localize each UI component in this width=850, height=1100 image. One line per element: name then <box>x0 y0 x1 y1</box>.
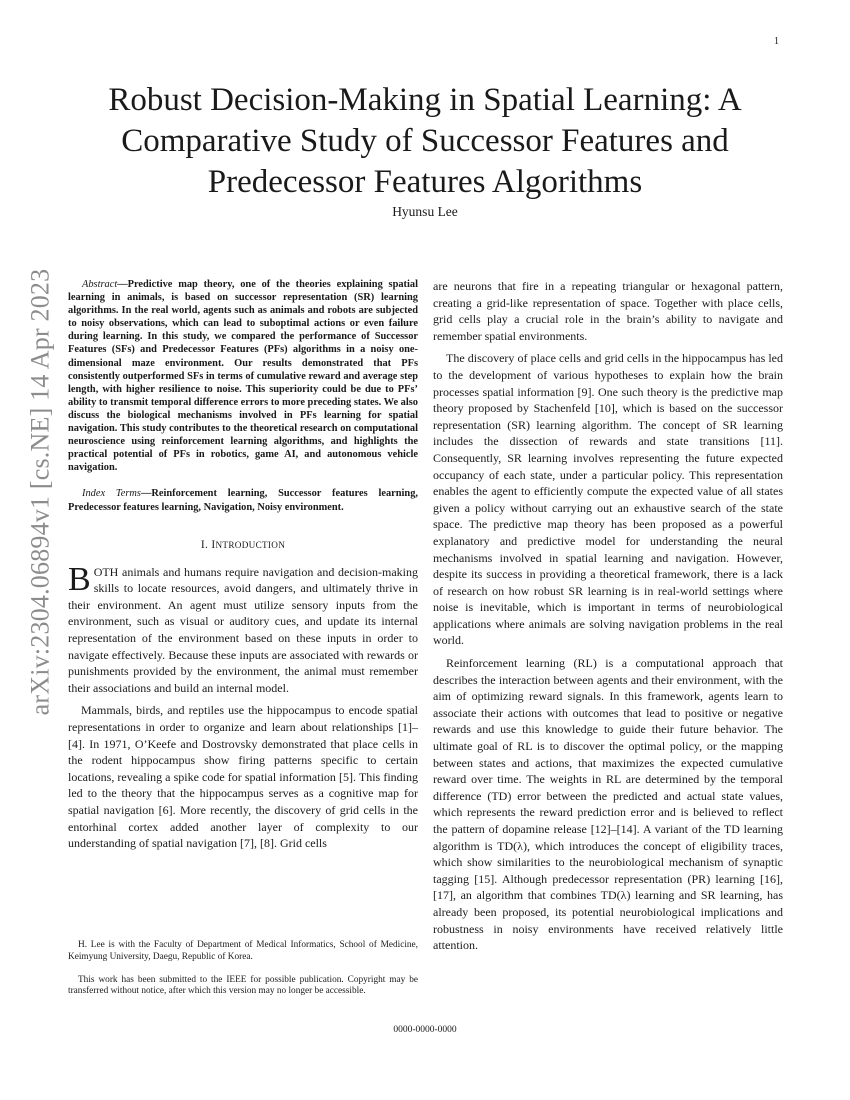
section-title-rest: NTRODUCTION <box>215 539 286 550</box>
drop-cap: B <box>68 560 91 598</box>
footnote-submission: This work has been submitted to the IEEE for possible publication. Copyright may be transferred without notice, after which this version may no longer be accessible. <box>68 974 418 997</box>
intro-paragraph-2-continued: are neurons that fire in a repeating triangular or hexagonal pattern, creating a grid-like representation of space. Together with place cells, grid cells play a crucial role in the brain’s ability to navigate and remember spatial environments. <box>433 279 783 343</box>
section-heading-introduction <box>68 538 418 552</box>
footer-identifier: 0000-0000-0000 <box>393 1025 457 1035</box>
intro-paragraph-3: The discovery of place cells and grid cells in the hippocampus has led to the development of various hypotheses to explain how the brain processes spatial information [9]. One such theory is the predictive map theory proposed by Stachenfeld [10], which is based on the successor representation (SR) learning algorithm. The concept of SR learning includes the dissection of rewards and state transitions [11]. Consequently, SR learning involves representing the future expected occupancy of each state, under a particular policy. This representation enables the agent to efficiently compute the expected value of all states given a policy without carrying out an exhaustive search of the state space. The predictive map theory has been proposed as a powerful explanatory and predictive model for understanding the neural mechanisms involved in spatial learning and navigation. However, despite its success in providing a theoretical framework, there is a lack of research on how robust SR learning is in real-world settings where noise is inevitable, which is important in terms of neurobiological applications where animals are solving navigation problems in the real world. <box>433 351 783 648</box>
abstract <box>68 278 418 474</box>
intro-paragraph-2: Mammals, birds, and reptiles use the hippocampus to encode spatial representations in order to organize and learn about relationships [1]–[4]. In 1971, O’Keefe and Dostrovsky demonstrated that place cells in the rodent hippocampus show firing patterns specific to certain locations, revealing a spike code for spatial information [5]. This finding led to the theory that the hippocampus serves as a cognitive map for spatial navigation [6]. More recently, the discovery of grid cells in the entorhinal cortex added another layer of complexity to our understanding of spatial navigation [7], [8]. Grid cells <box>68 703 418 851</box>
page-number: 1 <box>774 36 779 47</box>
intro-paragraph-4: Reinforcement learning (RL) is a computational approach that describes the interaction between agents and their environment, with the aim of optimizing reward signals. In this framework, agents learn to associate their actions with outcomes that lead to positive or negative rewards and use this knowledge to guide their future behavior. The ultimate goal of RL is to discover the optimal policy, or the mapping between states and actions, that maximizes the expected cumulative reward over time. The weights in RL are determined by the temporal difference (TD) error between the predicted and actual state values, which represents the reward prediction error and is believed to reflect the pattern of dopamine release [12]–[14]. A variant of the TD learning algorithm is TD(λ), which introduces the concept of eligibility traces, which show similarities to the neurobiological mechanism of synaptic tagging [15]. Although predecessor representation (PR) learning [16], [17], an algorithm that combines TD(λ) learning and SR learning, has already been proposed, its potential neurobiological implications and robustness in noisy environments have received relatively little attention. <box>433 656 783 953</box>
right-column <box>433 278 783 954</box>
index-terms-text: —Reinforcement learning, Successor features learning, Predecessor features learning, Navigation, Noisy environment. <box>68 488 418 513</box>
intro-paragraph-1-text: OTH animals and humans require navigation and decision-making skills to locate resources, avoid dangers, and ultimately thrive in their environment. An agent must utilize sensory inputs from the environment, such as visual or auditory cues, and update its internal representation of the environment based on these inputs in order to navigate effectively. Because these inputs are associated with rewards or punishments provided by the environment, the animal must remember their associations and build an internal model. <box>68 564 418 695</box>
footnote-affiliation: H. Lee is with the Faculty of Department of Medical Informatics, School of Medicine, Keimyung University, Daegu, Republic of Korea. <box>68 940 418 962</box>
arxiv-identifier <box>18 268 62 716</box>
intro-paragraph-1 <box>68 560 418 697</box>
abstract-text: —Predictive map theory, one of the theories explaining spatial learning in animals, is based on successor representation (SR) learning algorithms. In the real world, agents such as animals and robots are subjected to noisy observations, which can lead to suboptimal actions or even failure during learning. In this study, we compared the performance of Successor Features (SFs) and Predecessor Features (PFs) algorithms in a noisy one-dimensional maze environment. Our results demonstrated that PFs consistently outperformed SFs in terms of cumulative reward and average step length, with higher resilience to noise. This superiority could be due to PFs’ ability to transmit temporal difference errors to more preceding states. We also discuss the biological mechanisms involved in PFs learning for spatial navigation. This study contributes to the theoretical research on computational neuroscience using reinforcement learning algorithms, and highlights the practical potential of PFs in robotics, game AI, and autonomous vehicle navigation. <box>68 279 418 474</box>
abstract-label: Abstract <box>82 279 118 290</box>
section-title-initial: I <box>211 538 216 551</box>
paper-title: Robust Decision-Making in Spatial Learning: A Comparative Study of Successor Features and Predecessor Features Algorithms <box>108 82 742 200</box>
index-terms <box>68 487 418 513</box>
section-number: I. <box>200 538 209 551</box>
author-name: Hyunsu Lee <box>392 204 458 219</box>
footnotes <box>68 940 418 998</box>
left-column <box>68 278 418 852</box>
arxiv-identifier-text: arXiv:2304.06894v1 [cs.NE] 14 Apr 2023 <box>25 268 54 716</box>
index-terms-label: Index Terms <box>82 488 141 500</box>
